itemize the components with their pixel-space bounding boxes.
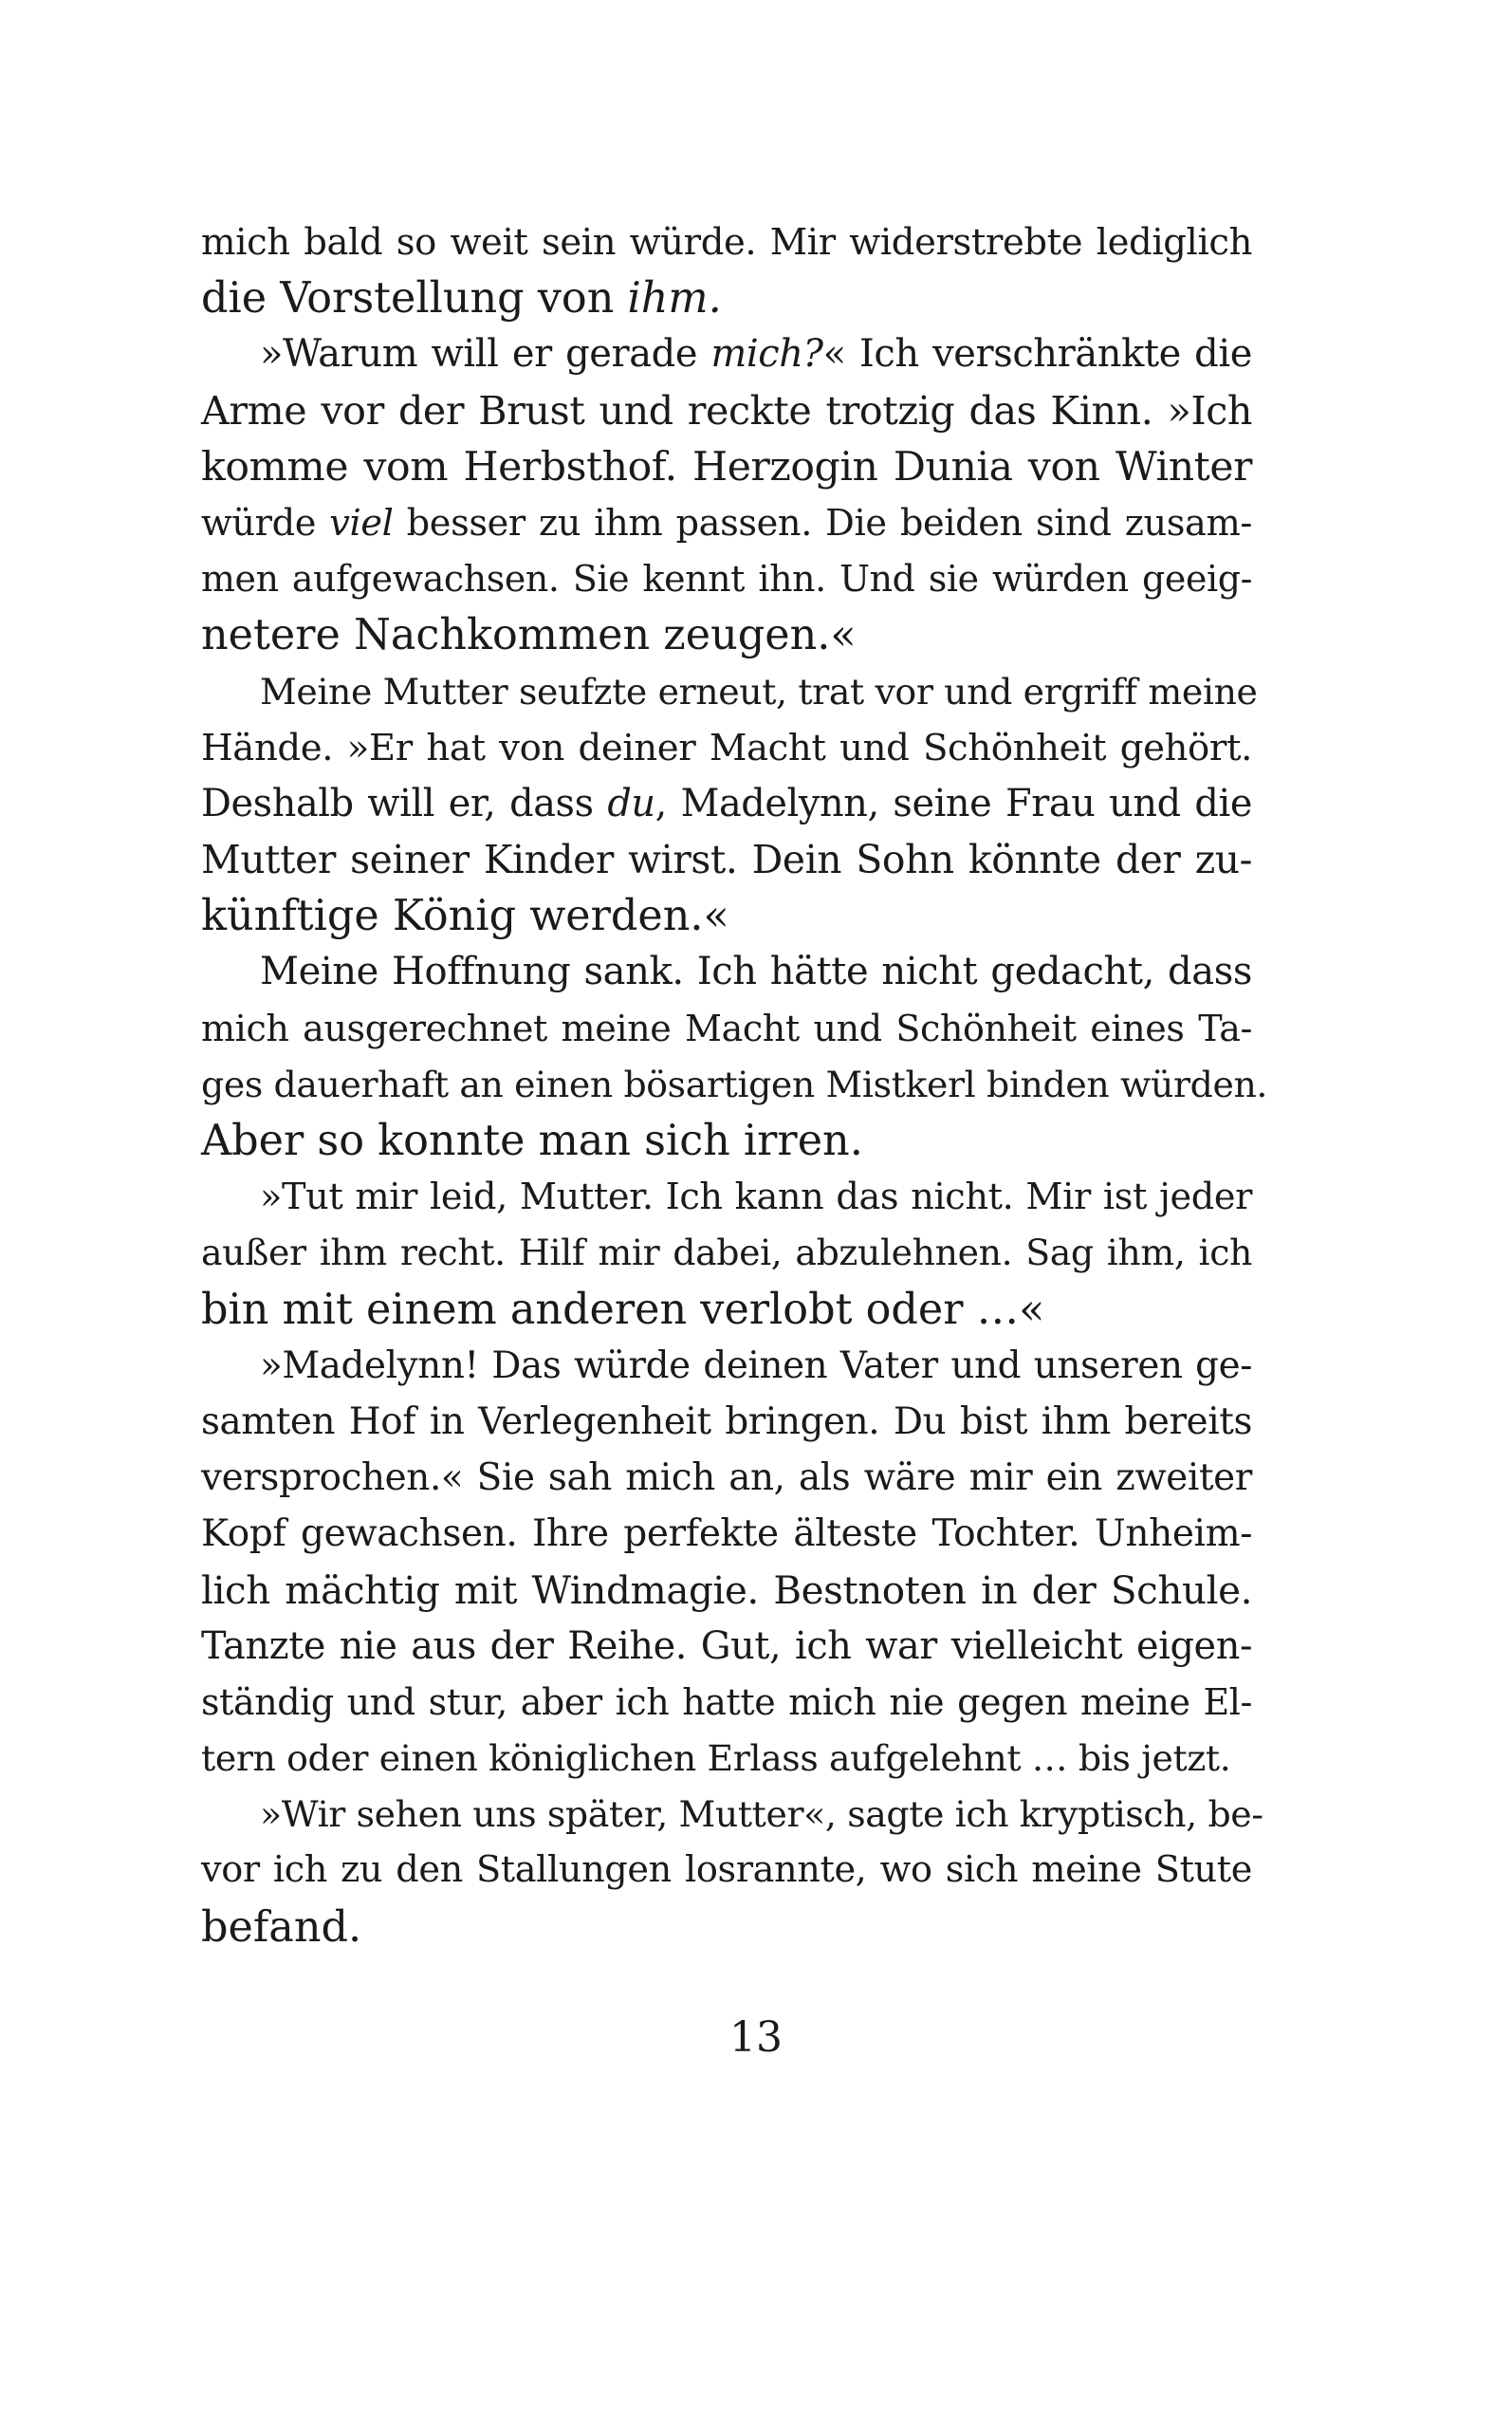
text-segment: Mutter seiner Kinder wirst. Dein Sohn könnte der zu- <box>201 837 1252 883</box>
book-page-body <box>201 214 1268 1955</box>
text-segment: »Tut mir leid, Mutter. Ich kann das nicht. Mir ist jeder <box>260 1176 1252 1219</box>
text-line <box>201 1675 1252 1731</box>
text-segment: « Ich verschränkte die <box>822 332 1252 377</box>
text-segment: besser zu ihm passen. Die beiden sind zusam- <box>393 501 1252 545</box>
text-segment: Kopf gewachsen. Ihre perfekte älteste Tochter. Unheim- <box>201 1512 1252 1556</box>
text-segment: »Wir sehen uns später, Mutter«, sagte ich kryptisch, be- <box>260 1793 1263 1836</box>
text-segment: Arme vor der Brust und reckte trotzig das Kinn. »Ich <box>201 387 1252 434</box>
text-line <box>201 776 1252 832</box>
paragraph <box>201 1338 1252 1788</box>
text-line <box>201 720 1252 776</box>
text-line <box>201 1787 1263 1843</box>
text-line <box>201 1450 1252 1506</box>
text-line <box>201 607 1252 663</box>
italic-text: du <box>607 781 655 825</box>
text-line <box>201 1282 1252 1338</box>
text-segment: Meine Mutter seufzte erneut, trat vor und ergriff meine <box>260 670 1258 713</box>
paragraph <box>201 1787 1263 1955</box>
text-line <box>201 1394 1252 1450</box>
text-segment: men aufgewachsen. Sie kennt ihn. Und sie würden geeig- <box>201 558 1252 601</box>
text-line <box>201 944 1252 1000</box>
text-line <box>201 664 1258 720</box>
paragraph <box>201 214 1252 326</box>
text-segment: komme vom Herbsthof. Herzogin Dunia von Winter <box>201 443 1252 491</box>
text-segment: versprochen.« Sie sah mich an, als wäre mir ein zweiter <box>201 1456 1252 1500</box>
text-line <box>201 1619 1252 1675</box>
text-segment: samten Hof in Verlegenheit bringen. Du bist ihm bereits <box>201 1399 1252 1443</box>
text-segment: mich ausgerechnet meine Macht und Schönheit eines Ta- <box>201 1007 1252 1049</box>
paragraph <box>201 664 1258 945</box>
text-segment: Deshalb will er, dass <box>201 781 608 825</box>
text-segment: bin mit einem anderen verlobt oder …« <box>201 1285 1045 1334</box>
text-segment: künftige König werden.« <box>201 892 729 941</box>
text-line <box>201 832 1252 888</box>
text-segment: »Warum will er gerade <box>260 332 711 377</box>
text-segment: die Vorstellung von <box>201 274 628 324</box>
text-line <box>201 551 1252 607</box>
text-line <box>201 1506 1252 1562</box>
text-line <box>201 1843 1252 1899</box>
paragraph <box>201 1169 1252 1338</box>
text-segment: Hände. »Er hat von deiner Macht und Schönheit gehört. <box>201 726 1252 769</box>
text-line <box>201 1225 1252 1281</box>
text-segment: netere Nachkommen zeugen.« <box>201 611 857 660</box>
italic-text: viel <box>329 501 394 545</box>
text-line <box>201 1338 1252 1394</box>
text-segment: , Madelynn, seine Frau und die <box>655 781 1252 825</box>
text-line <box>201 383 1252 439</box>
paragraph <box>201 944 1268 1169</box>
text-segment: Aber so konnte man sich irren. <box>201 1117 863 1165</box>
text-line <box>201 888 1252 944</box>
text-line <box>201 439 1252 495</box>
text-line <box>201 1899 1252 1955</box>
text-segment: tern oder einen königlichen Erlass aufgelehnt … bis jetzt. <box>201 1737 1231 1780</box>
text-line <box>201 495 1252 551</box>
italic-text: ihm. <box>627 274 722 324</box>
italic-text: mich? <box>710 332 823 377</box>
text-line <box>201 1057 1268 1113</box>
paragraph <box>201 326 1252 663</box>
text-segment: Meine Hoffnung sank. Ich hätte nicht gedacht, dass <box>260 950 1252 994</box>
text-line <box>201 270 1252 326</box>
page-number: 13 <box>729 2013 783 2062</box>
text-line <box>201 1113 1252 1169</box>
text-segment: lich mächtig mit Windmagie. Bestnoten in der Schule. <box>201 1567 1252 1613</box>
text-line <box>201 326 1252 382</box>
text-line <box>201 1001 1252 1057</box>
text-segment: Tanzte nie aus der Reihe. Gut, ich war vielleicht eigen- <box>201 1623 1252 1668</box>
text-segment: ges dauerhaft an einen bösartigen Mistkerl binden würden. <box>201 1063 1268 1105</box>
text-segment: vor ich zu den Stallungen losrannte, wo sich meine Stute <box>201 1849 1252 1892</box>
text-segment: außer ihm recht. Hilf mir dabei, abzulehnen. Sag ihm, ich <box>201 1232 1252 1274</box>
text-segment: würde <box>201 501 330 545</box>
text-line <box>201 1169 1252 1225</box>
text-line <box>201 1563 1252 1619</box>
text-segment: ständig und stur, aber ich hatte mich nie gegen meine El- <box>201 1680 1252 1723</box>
text-segment: »Madelynn! Das würde deinen Vater und unseren ge- <box>260 1343 1252 1387</box>
text-segment: mich bald so weit sein würde. Mir widerstrebte lediglich <box>201 221 1252 264</box>
text-segment: befand. <box>201 1902 362 1952</box>
text-line <box>201 1731 1252 1787</box>
text-line <box>201 214 1252 270</box>
